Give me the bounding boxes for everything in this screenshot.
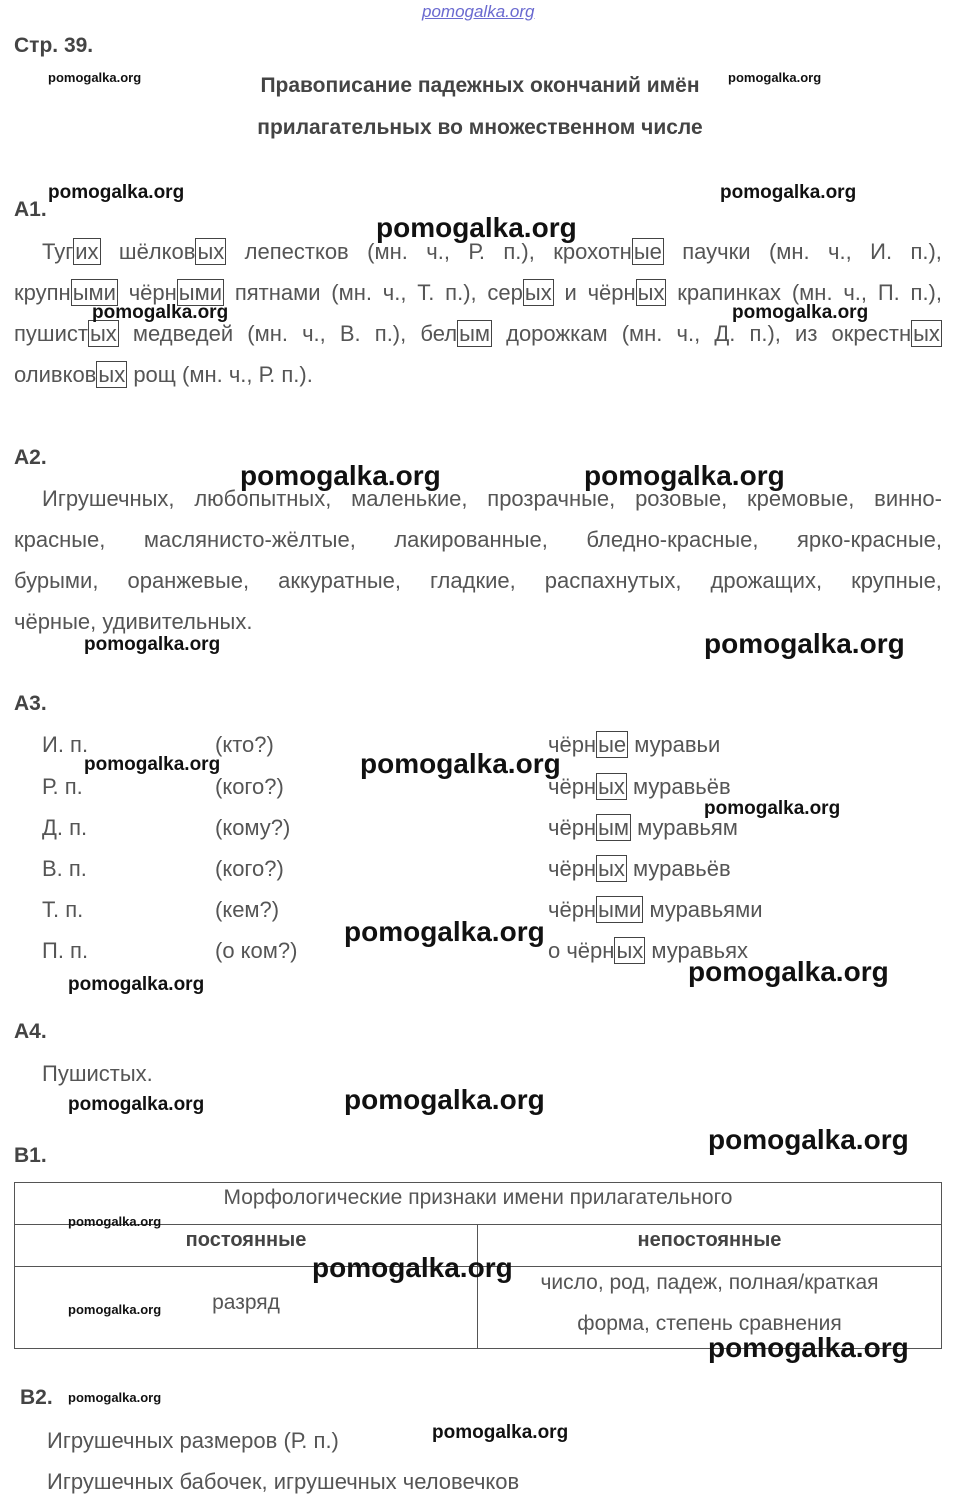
word: (мн. xyxy=(367,239,408,264)
a1-line-3 xyxy=(14,321,942,347)
word: лакированные, xyxy=(394,527,548,552)
word: распахнутых, xyxy=(544,568,682,593)
word: Т. xyxy=(417,280,435,305)
watermark: pomogalka.org xyxy=(688,956,889,987)
ending-box: ых xyxy=(598,856,625,881)
case-question: (кого?) xyxy=(215,856,284,881)
watermark: pomogalka.org xyxy=(360,748,561,779)
watermark: pomogalka.org xyxy=(68,1390,162,1405)
a2-line-4: чёрные, удивительных. xyxy=(14,609,253,634)
word: (мн. xyxy=(331,280,373,305)
watermark: pomogalka.org xyxy=(432,1422,569,1443)
adjective-word: оливковых xyxy=(14,362,126,387)
watermark: pomogalka.org xyxy=(708,1124,909,1155)
case-question: (кто?) xyxy=(215,732,274,757)
ending-box: ым xyxy=(598,815,630,840)
word: паучки xyxy=(682,239,751,264)
word: крапинках xyxy=(677,280,782,305)
word: п.), xyxy=(910,280,942,305)
adjective-word: чёрными xyxy=(128,280,223,305)
b2-line-1: Игрушечных размеров (Р. п.) xyxy=(47,1428,339,1453)
a2-line-3 xyxy=(14,568,942,594)
ending-box: ых xyxy=(616,938,644,963)
watermark: pomogalka.org xyxy=(48,70,142,85)
a2-line-2 xyxy=(14,527,942,553)
ending-box: ыми xyxy=(72,280,116,305)
adjective-word: шёлковых xyxy=(118,239,225,264)
word: и xyxy=(564,280,577,305)
word: И. xyxy=(870,239,893,264)
case-question: (кому?) xyxy=(215,815,291,840)
declined-phrase: чёрными муравьями xyxy=(548,897,763,922)
title-line-2: прилагательных во множественном числе xyxy=(257,116,703,139)
case-question: (о ком?) xyxy=(215,938,298,963)
watermark: pomogalka.org xyxy=(720,182,857,203)
word: бледно-красные, xyxy=(586,527,759,552)
adjective-word: серых xyxy=(487,280,552,305)
word: лепестков xyxy=(244,239,349,264)
word: бурыми, xyxy=(14,568,99,593)
section-label-b2: В2. xyxy=(20,1386,53,1409)
watermark: pomogalka.org xyxy=(704,628,905,659)
word: винно- xyxy=(874,486,942,511)
watermark: pomogalka.org xyxy=(708,1332,909,1363)
watermark: pomogalka.org xyxy=(344,916,545,947)
watermark: pomogalka.org xyxy=(344,1084,545,1115)
word: прозрачные, xyxy=(487,486,616,511)
case-label: П. п. xyxy=(42,938,89,963)
a2-line-1 xyxy=(42,486,942,512)
section-label-a4: А4. xyxy=(14,1020,47,1043)
a1-line-4 xyxy=(14,362,313,388)
word: п.), xyxy=(374,321,407,346)
word: (мн. xyxy=(791,280,833,305)
word: п.), xyxy=(503,239,535,264)
ending-box: ым xyxy=(459,321,490,346)
word: Д. xyxy=(714,321,736,346)
ending-box: ых xyxy=(637,280,665,305)
word: Игрушечных, xyxy=(42,486,175,511)
ending-box: ых xyxy=(598,774,625,799)
word: П. xyxy=(877,280,900,305)
watermark: pomogalka.org xyxy=(48,182,185,203)
watermark: pomogalka.org xyxy=(584,460,785,491)
case-label: И. п. xyxy=(42,732,89,757)
ending-box: ыми xyxy=(598,897,642,922)
section-label-b1: В1. xyxy=(14,1144,47,1167)
adjective-word: крупными xyxy=(14,280,116,305)
table-value-constant: разряд xyxy=(212,1291,280,1314)
declined-phrase: чёрным муравьям xyxy=(548,815,738,840)
word: оранжевые, xyxy=(127,568,250,593)
watermark: pomogalka.org xyxy=(240,460,441,491)
watermark: pomogalka.org xyxy=(68,1214,162,1229)
word: ч., xyxy=(426,239,450,264)
watermark: pomogalka.org xyxy=(728,70,822,85)
case-label: Р. п. xyxy=(42,774,83,799)
word: рощ (мн. ч., Р. п.). xyxy=(133,362,313,387)
word: (мн. xyxy=(247,321,288,346)
ending-box: ых xyxy=(98,362,126,387)
page-ref: Стр. 39. xyxy=(14,34,94,57)
adjective-word: пушистых xyxy=(14,321,117,346)
declined-phrase: чёрных муравьёв xyxy=(548,774,731,799)
table-col-constant: постоянные xyxy=(185,1229,307,1251)
adjective-word: крохотные xyxy=(553,239,662,264)
adjective-word: окрестных xyxy=(831,321,940,346)
ending-box: ыми xyxy=(178,280,223,305)
case-question: (кого?) xyxy=(215,774,284,799)
section-label-a2: А2. xyxy=(14,446,47,469)
word: ярко-красные, xyxy=(797,527,942,552)
watermark: pomogalka.org xyxy=(376,212,577,243)
declined-phrase: о чёрных муравьях xyxy=(548,938,749,963)
adjective-word: чёрных xyxy=(587,280,665,305)
ending-box: их xyxy=(75,239,99,264)
case-question: (кем?) xyxy=(215,897,280,922)
word: В. xyxy=(339,321,361,346)
word: (мн. xyxy=(621,321,663,346)
watermark: pomogalka.org xyxy=(84,634,221,655)
table-value-variable-2: форма, степень сравнения xyxy=(577,1312,842,1335)
word: пятнами xyxy=(234,280,321,305)
watermark: pomogalka.org xyxy=(68,974,205,995)
ending-box: ых xyxy=(89,321,117,346)
declined-phrase: чёрные муравьи xyxy=(548,732,721,757)
watermark: pomogalka.org xyxy=(704,798,841,819)
word: ч., xyxy=(828,239,852,264)
word: кремовые, xyxy=(747,486,855,511)
word: ч., xyxy=(676,321,701,346)
table-col-variable: непостоянные xyxy=(637,1229,782,1251)
ending-box: ые xyxy=(633,239,662,264)
table-header: Морфологические признаки имени прилагательного xyxy=(223,1186,733,1209)
case-label: Д. п. xyxy=(42,815,88,840)
word: ч., xyxy=(382,280,407,305)
ending-box: ые xyxy=(598,732,627,757)
title-line-1: Правописание падежных окончаний имён xyxy=(260,74,700,97)
word: дрожащих, xyxy=(710,568,823,593)
word: Р. xyxy=(468,239,485,264)
ending-box: ых xyxy=(524,280,552,305)
adjective-word: белым xyxy=(420,321,490,346)
word: медведей xyxy=(132,321,234,346)
adjective-word: Тугих xyxy=(42,239,99,264)
word: ч., xyxy=(843,280,868,305)
word: розовые, xyxy=(635,486,728,511)
word: ч., xyxy=(302,321,326,346)
watermark-top: pomogalka.org xyxy=(422,2,535,21)
watermark: pomogalka.org xyxy=(732,302,869,323)
watermark: pomogalka.org xyxy=(84,754,221,775)
word: красные, xyxy=(14,527,106,552)
ending-box: ых xyxy=(913,321,940,346)
word: маленькие, xyxy=(351,486,468,511)
section-label-a1: А1. xyxy=(14,198,47,221)
section-label-a3: А3. xyxy=(14,692,47,715)
table-value-variable-1: число, род, падеж, полная/краткая xyxy=(540,1271,879,1294)
word: дорожкам xyxy=(506,321,608,346)
watermark: pomogalka.org xyxy=(312,1252,513,1283)
b2-line-2: Игрушечных бабочек, игрушечных человечков xyxy=(47,1469,520,1494)
word: п.), xyxy=(910,239,942,264)
case-label: Т. п. xyxy=(42,897,84,922)
watermark: pomogalka.org xyxy=(68,1094,205,1115)
watermark: pomogalka.org xyxy=(92,302,229,323)
word: любопытных, xyxy=(194,486,332,511)
word: (мн. xyxy=(768,239,810,264)
word: крупные, xyxy=(851,568,942,593)
declined-phrase: чёрных муравьёв xyxy=(548,856,731,881)
ending-box: ых xyxy=(197,239,225,264)
word: маслянисто-жёлтые, xyxy=(143,527,356,552)
a4-answer: Пушистых. xyxy=(42,1061,153,1086)
word: из xyxy=(795,321,818,346)
watermark: pomogalka.org xyxy=(68,1302,162,1317)
case-label: В. п. xyxy=(42,856,87,881)
word: п.), xyxy=(749,321,781,346)
word: аккуратные, xyxy=(278,568,401,593)
word: п.), xyxy=(445,280,477,305)
word: гладкие, xyxy=(430,568,516,593)
